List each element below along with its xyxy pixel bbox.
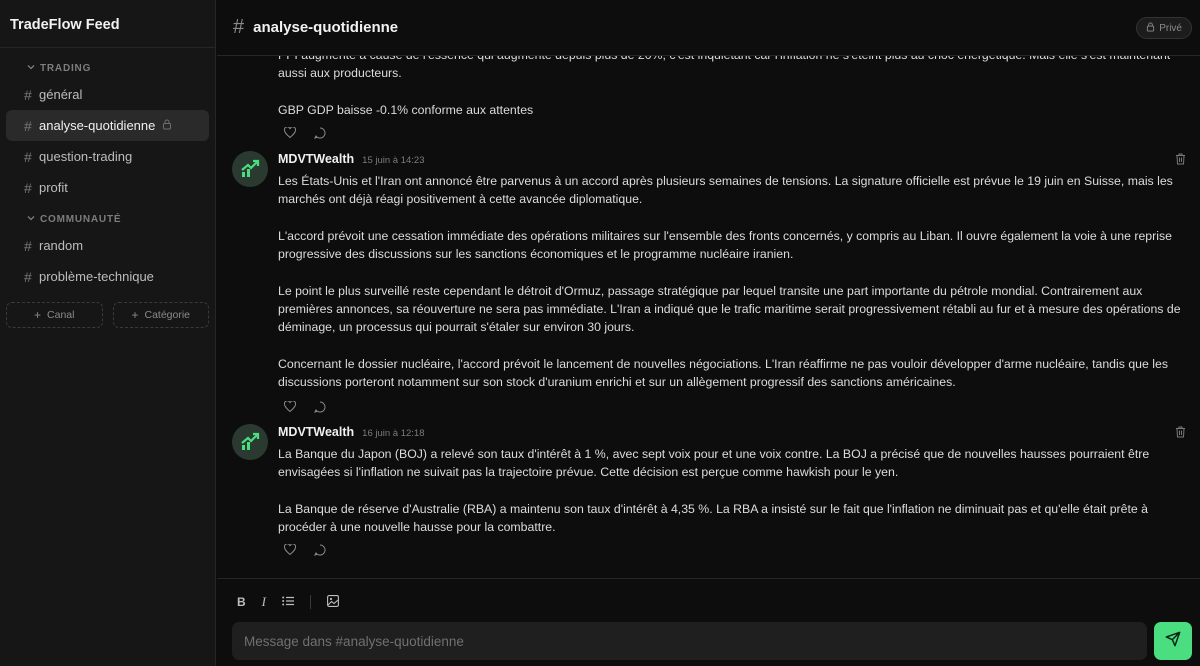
sidebar-item-general[interactable]	[6, 79, 209, 110]
trash-icon[interactable]	[1175, 152, 1186, 170]
message-body	[278, 445, 1188, 536]
section-communaute[interactable]	[0, 209, 215, 229]
sidebar-item-label: problème-technique	[39, 269, 154, 284]
sidebar	[0, 0, 216, 666]
lock-icon	[162, 118, 172, 133]
hash-icon: #	[24, 86, 32, 103]
sidebar-item-probleme-technique[interactable]	[6, 261, 209, 292]
timestamp: 15 juin à 14:23	[362, 155, 425, 166]
sidebar-item-label: profit	[39, 180, 68, 195]
toolbar-divider	[310, 595, 311, 609]
chevron-down-icon	[27, 214, 35, 224]
message-paragraph: L'accord prévoit une cessation immédiate des opérations militaires sur l'ensemble des fronts concernés, y compris au Liban. Il ouvre également la voie à une reprise progressive des discussions sur les sanctions économiques et le programme nucléaire iranien.	[278, 228, 1172, 262]
sidebar-item-profit[interactable]	[6, 172, 209, 203]
avatar[interactable]	[232, 151, 268, 187]
message-body	[278, 172, 1188, 392]
comment-icon[interactable]	[314, 544, 326, 556]
message-paragraph: GBP GDP baisse -0.1% conforme aux attentes	[278, 102, 534, 117]
sidebar-item-question-trading[interactable]	[6, 141, 209, 172]
hash-icon: #	[24, 148, 32, 165]
app-title: TradeFlow Feed	[0, 0, 215, 48]
heart-icon[interactable]	[284, 401, 296, 413]
add-channel-button[interactable]: + Canal	[6, 302, 103, 328]
message-paragraph: Concernant le dossier nucléaire, l'accord prévoit le lancement de nouvelles négociations. L'Iran réaffirme ne pas vouloir développer d'arme nucléaire, tandis que les discussions porteront notamment sur son stock d'uranium enrichi et sur un allègement progressif des sanctions américaines.	[278, 356, 1168, 390]
comment-icon[interactable]	[314, 401, 326, 413]
message-paragraph: Le point le plus surveillé reste cependant le détroit d'Ormuz, passage stratégique par lequel transite une part importante du pétrole mondial. Contrairement aux premières annonces, sa réouverture ne sera pas immédiate. L'Iran a indiqué que le trafic maritime serait progressivement rétabli au fur et à mesure des opérations de déminage, un processus qui pourrait s'étaler sur environ 30 jours.	[278, 283, 1181, 335]
lock-icon	[1146, 22, 1155, 35]
hash-icon: #	[24, 237, 32, 254]
avatar[interactable]	[232, 424, 268, 460]
comment-icon[interactable]	[314, 127, 326, 139]
heart-icon[interactable]	[284, 127, 296, 139]
format-toolbar	[237, 594, 339, 610]
hash-icon: #	[24, 268, 32, 285]
sidebar-item-label: random	[39, 238, 84, 253]
send-button[interactable]	[1154, 622, 1192, 660]
add-category-button[interactable]: + Catégorie	[113, 302, 210, 328]
page-title: analyse-quotidienne	[253, 19, 399, 36]
list-icon[interactable]	[282, 595, 294, 609]
hash-icon: #	[233, 16, 245, 38]
bold-button[interactable]: B	[237, 595, 246, 609]
italic-button[interactable]: I	[261, 594, 267, 609]
channel-header	[217, 0, 1200, 56]
message-paragraph: Les États-Unis et l'Iran ont annoncé être parvenus à un accord après plusieurs semaines de tensions. La signature officielle est prévue le 19 juin en Suisse, mais les marchés ont déjà réagi positivement à cette avancée diplomatique.	[278, 174, 1173, 207]
plus-icon: +	[34, 308, 42, 322]
message-header	[278, 425, 425, 439]
message-paragraph: La Banque de réserve d'Australie (RBA) a maintenu son taux d'intérêt à 4,35 %. La RBA a insisté sur le fait que l'inflation ne diminuait pas et qu'elle était prête à procéder à une nouvelle hausse pour la combattre.	[278, 501, 1148, 535]
send-icon	[1165, 631, 1181, 652]
hash-icon: #	[24, 179, 32, 196]
hash-icon: #	[24, 117, 32, 134]
trash-icon[interactable]	[1175, 425, 1186, 443]
composer	[217, 578, 1200, 666]
message-header	[278, 152, 425, 166]
image-icon[interactable]	[327, 595, 339, 610]
message-paragraph: La Banque du Japon (BOJ) a relevé son taux d'intérêt à 1 %, avec sept voix pour et une voix contre. La BOJ a précisé que de nouvelles hausses pourraient être envisagées si l'inflation ne suivait pas la trajectoire prévue. Cette décision est perçue comme hawkish pour le yen.	[278, 447, 1150, 480]
message-actions	[284, 127, 326, 139]
message-input[interactable]	[232, 622, 1147, 660]
section-trading[interactable]	[0, 58, 215, 78]
private-badge: Privé	[1136, 17, 1192, 39]
trend-up-icon	[239, 431, 261, 453]
sidebar-item-random[interactable]	[6, 230, 209, 261]
sidebar-item-label: question-trading	[39, 149, 133, 164]
chevron-down-icon	[27, 63, 35, 73]
message-actions	[284, 401, 326, 413]
author-name[interactable]: MDVTWealth	[278, 152, 355, 166]
message-actions	[284, 544, 326, 556]
trend-up-icon	[239, 158, 261, 180]
author-name[interactable]: MDVTWealth	[278, 425, 355, 439]
message-body	[278, 46, 1188, 119]
section-label: TRADING	[40, 62, 92, 74]
plus-icon: +	[131, 308, 139, 322]
message-paragraph: aussi aux producteurs.	[278, 66, 402, 81]
sidebar-item-label: général	[39, 87, 83, 102]
section-label: COMMUNAUTÉ	[40, 213, 122, 225]
sidebar-item-analyse-quotidienne[interactable]	[6, 110, 209, 141]
main-panel	[217, 0, 1200, 666]
heart-icon[interactable]	[284, 544, 296, 556]
timestamp: 16 juin à 12:18	[362, 428, 425, 439]
message-feed[interactable]	[217, 0, 1200, 578]
sidebar-item-label: analyse-quotidienne	[39, 118, 156, 133]
